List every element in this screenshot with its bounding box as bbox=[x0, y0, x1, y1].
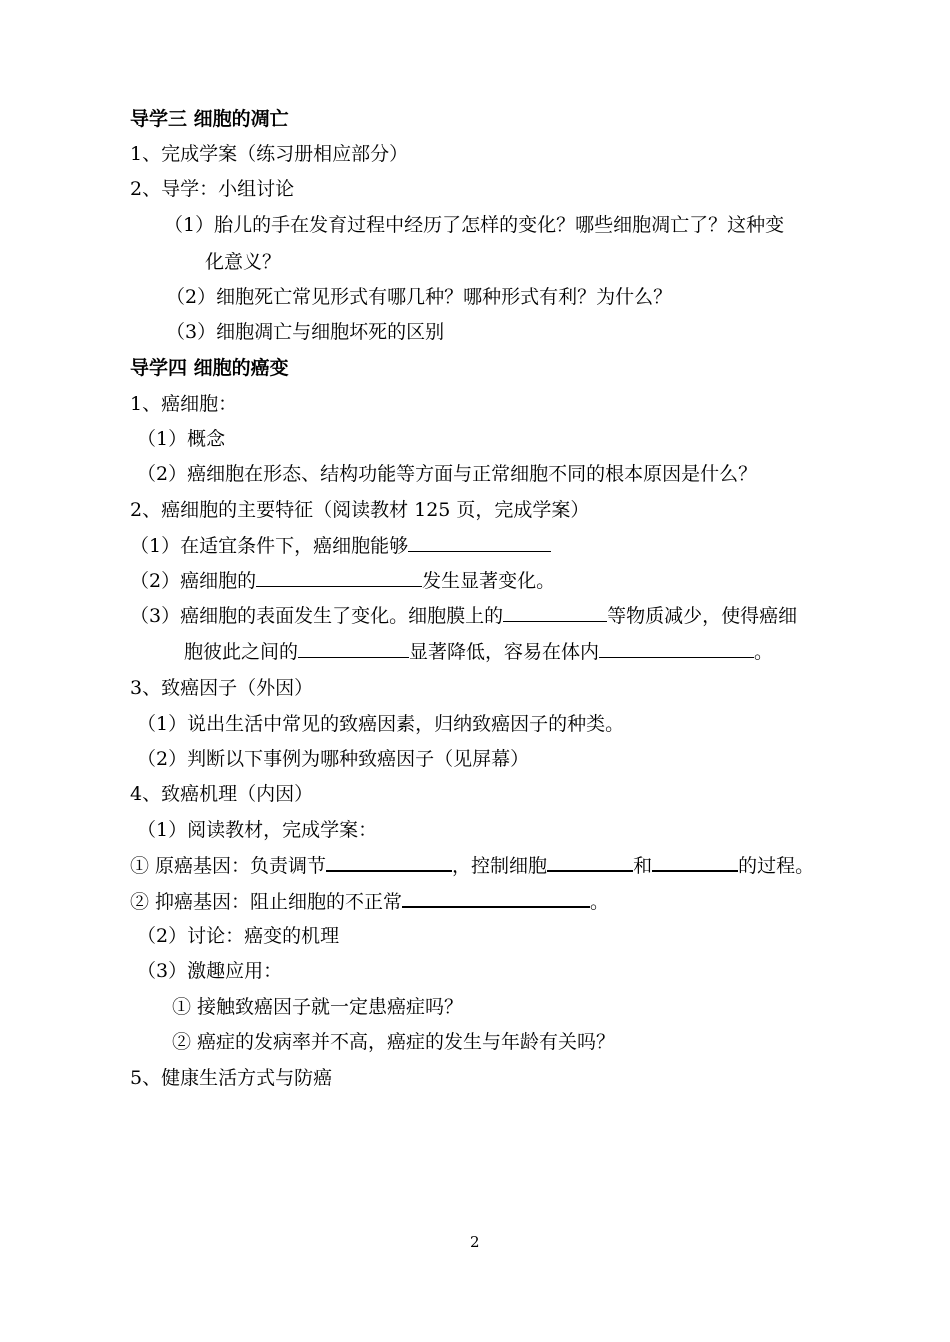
section3-q1: （1）胎儿的手在发育过程中经历了怎样的变化？哪些细胞凋亡了？这种变 bbox=[164, 214, 785, 236]
section4-item4: 4、致癌机理（内因） bbox=[130, 783, 314, 805]
section4-item3-2: （2）判断以下事例为哪种致癌因子（见屏幕） bbox=[137, 748, 530, 770]
fill-blank[interactable] bbox=[503, 603, 607, 622]
item2-1-text: （1）在适宜条件下，癌细胞能够 bbox=[130, 535, 409, 557]
item2-3b-end: 。 bbox=[754, 641, 774, 663]
proto-text: ① 原癌基因：负责调节 bbox=[130, 855, 327, 877]
section4-item4-3b: ② 癌症的发病率并不高，癌症的发生与年龄有关吗？ bbox=[172, 1031, 616, 1053]
section4-item3-1: （1）说出生活中常见的致癌因素，归纳致癌因子的种类。 bbox=[137, 713, 625, 735]
section3-item1: 1、完成学案（练习册相应部分） bbox=[130, 143, 409, 165]
fill-blank[interactable] bbox=[298, 639, 409, 658]
tumor-suppressor-line bbox=[130, 888, 609, 915]
fill-blank[interactable] bbox=[652, 852, 738, 872]
section3-title: 导学三 细胞的凋亡 bbox=[130, 108, 289, 130]
item2-2-text: （2）癌细胞的 bbox=[130, 570, 257, 592]
section4-item2: 2、癌细胞的主要特征（阅读教材 125 页，完成学案） bbox=[130, 499, 590, 521]
section3-q3: （3）细胞凋亡与细胞坏死的区别 bbox=[166, 321, 445, 343]
item2-2-text-end: 发生显著变化。 bbox=[422, 570, 556, 592]
section4-item4-2: （2）讨论：癌变的机理 bbox=[137, 925, 340, 947]
section4-item2-1 bbox=[130, 533, 551, 559]
proto-oncogene-line bbox=[130, 852, 814, 879]
supp-end: 。 bbox=[590, 891, 610, 913]
item2-3b-text: 胞彼此之间的 bbox=[184, 641, 299, 663]
section4-item1-1: （1）概念 bbox=[137, 428, 226, 450]
section4-item1: 1、癌细胞： bbox=[130, 393, 238, 415]
fill-blank[interactable] bbox=[408, 533, 551, 552]
fill-blank[interactable] bbox=[256, 568, 422, 587]
section3-q1-cont: 化意义？ bbox=[205, 251, 282, 273]
section4-item4-1: （1）阅读教材，完成学案： bbox=[137, 819, 378, 841]
item2-3-text-end: 等物质减少，使得癌细 bbox=[607, 605, 798, 627]
section4-item4-3a: ① 接触致癌因子就一定患癌症吗？ bbox=[172, 996, 464, 1018]
section4-item3: 3、致癌因子（外因） bbox=[130, 677, 314, 699]
fill-blank[interactable] bbox=[547, 852, 633, 872]
fill-blank[interactable] bbox=[402, 888, 590, 908]
section4-item5: 5、健康生活方式与防癌 bbox=[130, 1067, 333, 1089]
section4-item2-2 bbox=[130, 568, 555, 594]
proto-mid2: 和 bbox=[633, 855, 653, 877]
section4-item1-2: （2）癌细胞在形态、结构功能等方面与正常细胞不同的根本原因是什么？ bbox=[137, 463, 758, 485]
section3-item2: 2、导学：小组讨论 bbox=[130, 178, 295, 200]
section3-q2: （2）细胞死亡常见形式有哪几种？哪种形式有利？为什么？ bbox=[166, 286, 673, 308]
item2-3-text: （3）癌细胞的表面发生了变化。细胞膜上的 bbox=[130, 605, 504, 627]
section4-item2-3 bbox=[130, 603, 797, 629]
fill-blank[interactable] bbox=[326, 852, 452, 872]
page-number: 2 bbox=[470, 1233, 480, 1251]
section4-title: 导学四 细胞的癌变 bbox=[130, 357, 289, 379]
fill-blank[interactable] bbox=[599, 639, 754, 658]
supp-text: ② 抑癌基因：阻止细胞的不正常 bbox=[130, 891, 403, 913]
proto-mid1: ，控制细胞 bbox=[452, 855, 548, 877]
section4-item4-3: （3）激趣应用： bbox=[137, 960, 283, 982]
item2-3b-mid: 显著降低，容易在体内 bbox=[409, 641, 600, 663]
proto-end: 的过程。 bbox=[738, 855, 815, 877]
section4-item2-3-cont bbox=[184, 639, 773, 665]
